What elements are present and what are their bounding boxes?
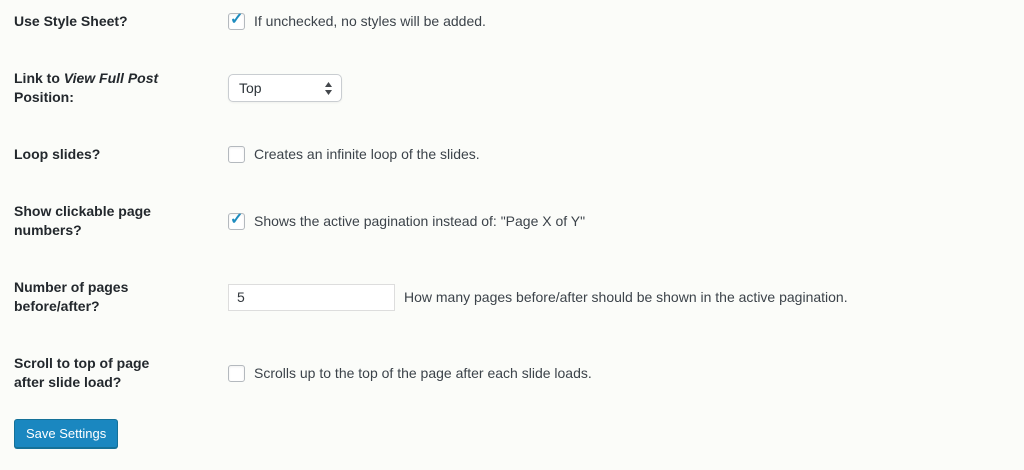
pages-before-after-description: How many pages before/after should be shown in the active pagination. [404,288,848,305]
loop-slides-checkbox[interactable] [228,146,245,163]
link-position-select[interactable] [228,74,342,102]
pages-before-after-label-line1: Number of pages [14,279,129,295]
loop-slides-control [228,145,1024,164]
pages-before-after-input[interactable] [228,284,395,311]
form-row-clickable-page-numbers [14,183,1024,259]
use-style-sheet-label-text: Use Style Sheet? [14,13,128,29]
save-settings-button[interactable]: Save Settings [14,419,118,448]
checkmark-icon: ✓ [230,11,244,28]
link-position-control [228,74,1024,102]
pages-before-after-label-line2: before/after? [14,298,100,314]
clickable-page-numbers-checkbox[interactable] [228,210,245,230]
use-style-sheet-description: If unchecked, no styles will be added. [254,13,486,29]
pages-before-after-control [228,284,1024,311]
use-style-sheet-control [228,12,1024,31]
scroll-to-top-control [228,364,1024,383]
use-style-sheet-label [14,12,228,31]
scroll-to-top-checkbox[interactable] [228,365,245,382]
scroll-to-top-label-line1: Scroll to top of page [14,355,150,371]
clickable-page-numbers-description: Shows the active pagination instead of: "Page X of Y" [254,212,586,229]
use-style-sheet-checkbox[interactable] [228,13,245,30]
loop-slides-label [14,145,228,164]
select-arrows-icon [324,81,333,96]
scroll-to-top-description: Scrolls up to the top of the page after each slide loads. [254,364,592,381]
clickable-page-numbers-label-line2: numbers? [14,222,82,238]
pages-before-after-label [14,278,228,316]
scroll-to-top-label-line2: after slide load? [14,374,122,390]
scroll-to-top-label [14,354,228,392]
form-row-scroll-to-top [14,335,1024,411]
loop-slides-label-text: Loop slides? [14,146,101,162]
link-position-label [14,69,228,107]
clickable-page-numbers-label [14,202,228,240]
clickable-page-numbers-label-line1: Show clickable page [14,203,151,219]
checkmark-icon: ✓ [230,210,244,228]
form-row-link-position [14,50,1024,126]
form-row-loop-slides [14,126,1024,183]
form-row-pages-before-after [14,259,1024,335]
link-position-label-pre: Link to [14,70,64,86]
link-position-label-italic: View Full Post [63,70,159,86]
clickable-page-numbers-control [228,212,1024,231]
form-row-use-style-sheet [14,12,1024,50]
link-position-select-value: Top [239,80,262,96]
link-position-label-line1 [14,69,228,88]
link-position-label-line2: Position: [14,89,74,105]
loop-slides-description: Creates an infinite loop of the slides. [254,146,480,162]
